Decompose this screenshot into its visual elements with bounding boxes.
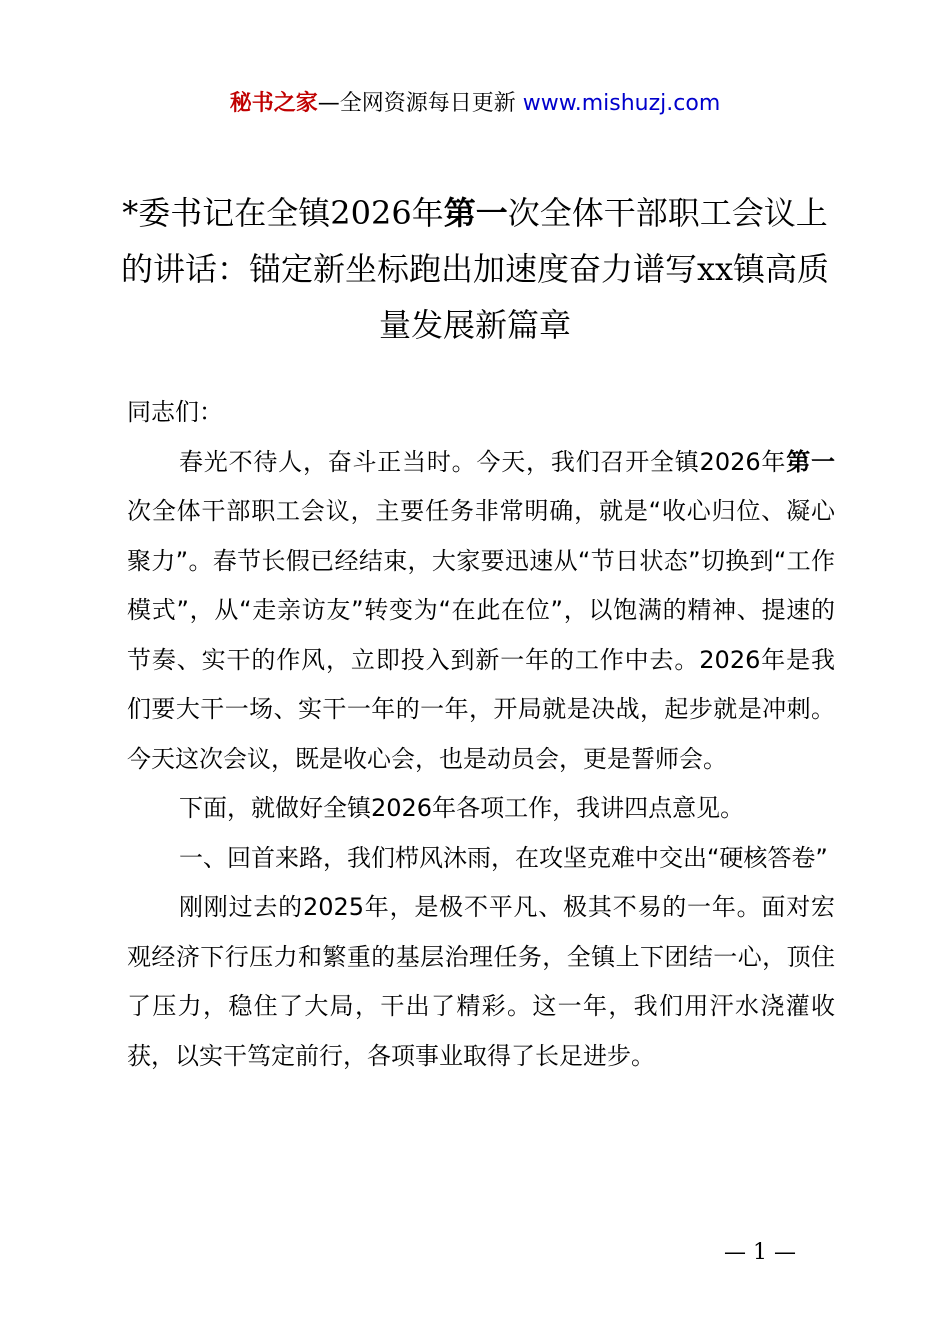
site-url-link[interactable]: www.mishuzj.com (522, 91, 721, 116)
site-banner (0, 88, 950, 120)
document-title (110, 185, 840, 353)
salutation: 同志们： (127, 398, 223, 426)
title-part-2: 次全体干部职工会议上的讲话：锚定新坐标跑出加速度奋力谱写xx镇高质量发展新篇章 (120, 194, 830, 344)
banner-tagline: —全网资源每日更新 (317, 91, 523, 116)
title-part-1: *委书记在全镇2026年 (122, 194, 444, 232)
page-number: — 1 — (724, 1240, 796, 1265)
document-body (127, 388, 835, 1081)
paragraph-2: 下面，就做好全镇2026年各项工作，我讲四点意见。 (179, 794, 745, 822)
title-bold: 第一 (443, 194, 508, 232)
paragraph-1 (127, 438, 835, 785)
brand-name: 秘书之家 (229, 91, 318, 116)
section-heading-1: 一、回首来路，我们栉风沐雨，在攻坚克难中交出“硬核答卷” (179, 843, 828, 872)
paragraph-1-b: 次全体干部职工会议，主要任务非常明确，就是“收心归位、凝心聚力”。春节长假已经结束，大家要迅速从“节日状态”切换到“工作模式”，从“走亲访友”转变为“在此在位”，以饱满的精神、提速的节奏、实干的作风，立即投入到新一年的工作中去。2026年是我们要大干一场、实干一年的一年，开局就是决战，起步就是冲刺。今天这次会议，既是收心会，也是动员会，更是誓师会。 (127, 497, 835, 773)
paragraph-1-bold: 第一 (786, 447, 836, 476)
paragraph-1-a: 春光不待人，奋斗正当时。今天，我们召开全镇2026年 (179, 447, 787, 476)
paragraph-3: 刚刚过去的2025年，是极不平凡、极其不易的一年。面对宏观经济下行压力和繁重的基层治理任务，全镇上下团结一心，顶住了压力，稳住了大局，干出了精彩。这一年，我们用汗水浇灌收获，以实干笃定前行，各项事业取得了长足进步。 (127, 893, 835, 1070)
